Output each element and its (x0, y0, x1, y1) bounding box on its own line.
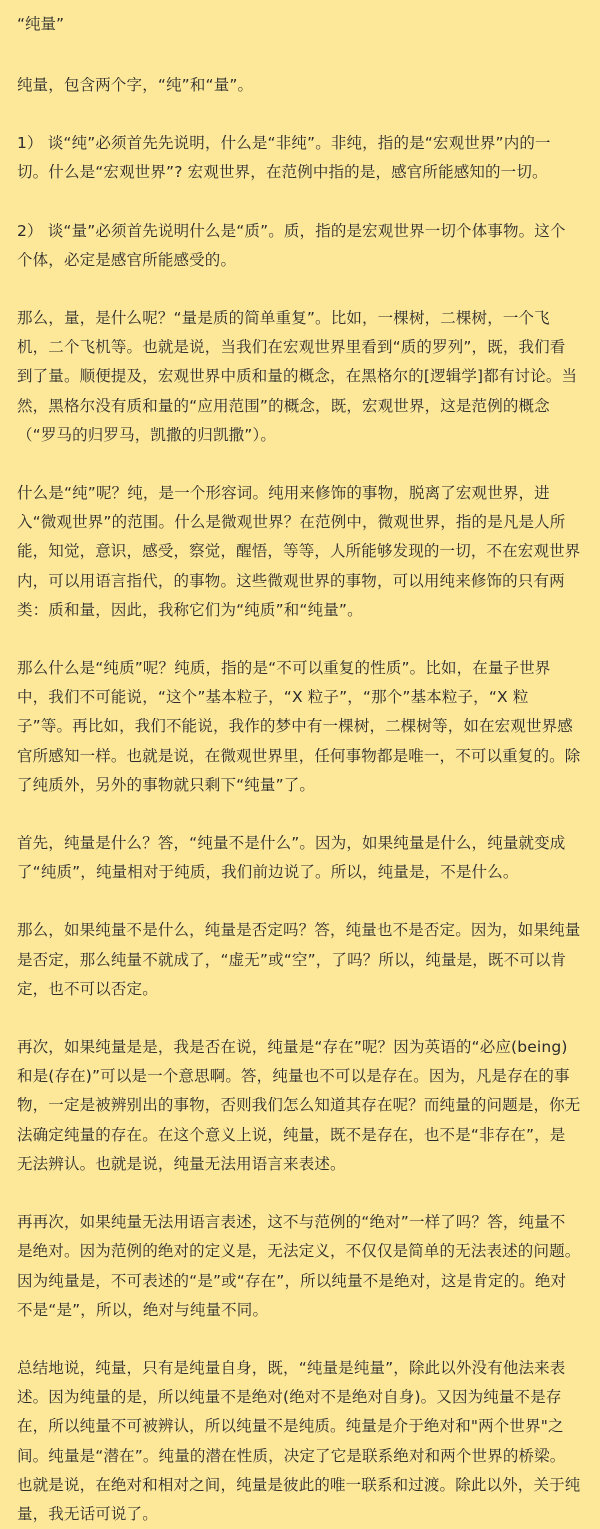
paragraph-7: 首先，纯量是什么？答，“纯量不是什么”。因为，如果纯量是什么，纯量就变成了“纯质”，纯量相对于纯质，我们前边说了。所以，纯量是，不是什么。 (17, 834, 566, 882)
paragraph-1: 纯量，包含两个字，“纯”和“量”。 (17, 76, 254, 94)
paragraph-9: 再次，如果纯量是是，我是否在说，纯量是“存在”呢？因为英语的“必应(being)和是(存在)”可以是一个意思啊。答，纯量也不可以是存在。因为，凡是存在的事物，一定是被辨别出的事物，否则我们怎么知道其存在呢？而纯量的问题是，你无法确定纯量的存在。在这个意义上说，纯量，既不是存在，也不是“非存在”，是无法辨认。也就是说，纯量无法用语言来表述。 (17, 1038, 581, 1173)
paragraph-11: 总结地说，纯量，只有是纯量自身，既，“纯量是纯量”，除此以外没有他法来表述。因为纯量的是，所以纯量不是绝对(绝对不是绝对自身)。又因为纯量不是存在，所以纯量不可被辨认，所以纯量不是纯质。纯量是介于绝对和"两个世界"之间。纯量是“潜在”。纯量的潜在性质，决定了它是联系绝对和两个世界的桥梁。也就是说，在绝对和相对之间，纯量是彼此的唯一联系和过渡。除此以外，关于纯量，我无话可说了。 (17, 1358, 581, 1523)
paragraph-8: 那么，如果纯量不是什么，纯量是否定吗？答，纯量也不是否定。因为，如果纯量是否定，那么纯量不就成了，“虚无”或“空”，了吗？所以，纯量是，既不可以肯定，也不可以否定。 (17, 921, 581, 998)
paragraph-4: 那么，量，是什么呢？“量是质的简单重复”。比如，一棵树，二棵树，一个飞机，二个飞机等。也就是说，当我们在宏观世界里看到“质的罗列”，既，我们看到了量。顺便提及，宏观世界中质和量的概念，在黑格尔的[逻辑学]都有讨论。当然，黑格尔没有质和量的“应用范围”的概念，既，宏观世界，这是范例的概念（“罗马的归罗马，凯撒的归凯撒”）。 (17, 309, 578, 444)
paragraph-3: 2） 谈“量”必须首先说明什么是“质”。质，指的是宏观世界一切个体事物。这个个体，必定是感官所能感受的。 (17, 221, 566, 269)
paragraph-10: 再再次，如果纯量无法用语言表述，这不与范例的“绝对”一样了吗？答，纯量不是绝对。因为范例的绝对的定义是，无法定义，不仅仅是简单的无法表述的问题。因为纯量是，不可表述的“是”或“存在”，所以纯量不是绝对，这是肯定的。绝对不是“是”，所以，绝对与纯量不同。 (17, 1213, 581, 1319)
paragraph-2: 1） 谈“纯”必须首先先说明，什么是“非纯”。非纯，指的是“宏观世界”内的一切。什么是“宏观世界”? 宏观世界，在范例中指的是，感官所能感知的一切。 (17, 134, 551, 182)
article-title: “纯量” (17, 15, 65, 33)
paragraph-6: 那么什么是“纯质”呢？纯质，指的是“不可以重复的性质”。比如，在量子世界中，我们不可能说，“这个”基本粒子，“X 粒子”，“那个”基本粒子，“X 粒子”等。再比如，我们不能说，我作的梦中有一棵树，二棵树等，如在宏观世界感官所感知一样。也就是说，在微观世界里，任何事物都是唯一，不可以重复的。除了纯质外，另外的事物就只剩下“纯量”了。 (17, 659, 581, 794)
paragraph-5: 什么是“纯”呢？纯，是一个形容词。纯用来修饰的事物，脱离了宏观世界，进入“微观世界”的范围。什么是微观世界？在范例中，微观世界，指的是凡是人所能，知觉，意识，感受，察觉，醒悟，等等，人所能够发现的一切，不在宏观世界内，可以用语言指代，的事物。这些微观世界的事物，可以用纯来修饰的只有两类：质和量，因此，我称它们为“纯质”和“纯量”。 (17, 484, 581, 619)
